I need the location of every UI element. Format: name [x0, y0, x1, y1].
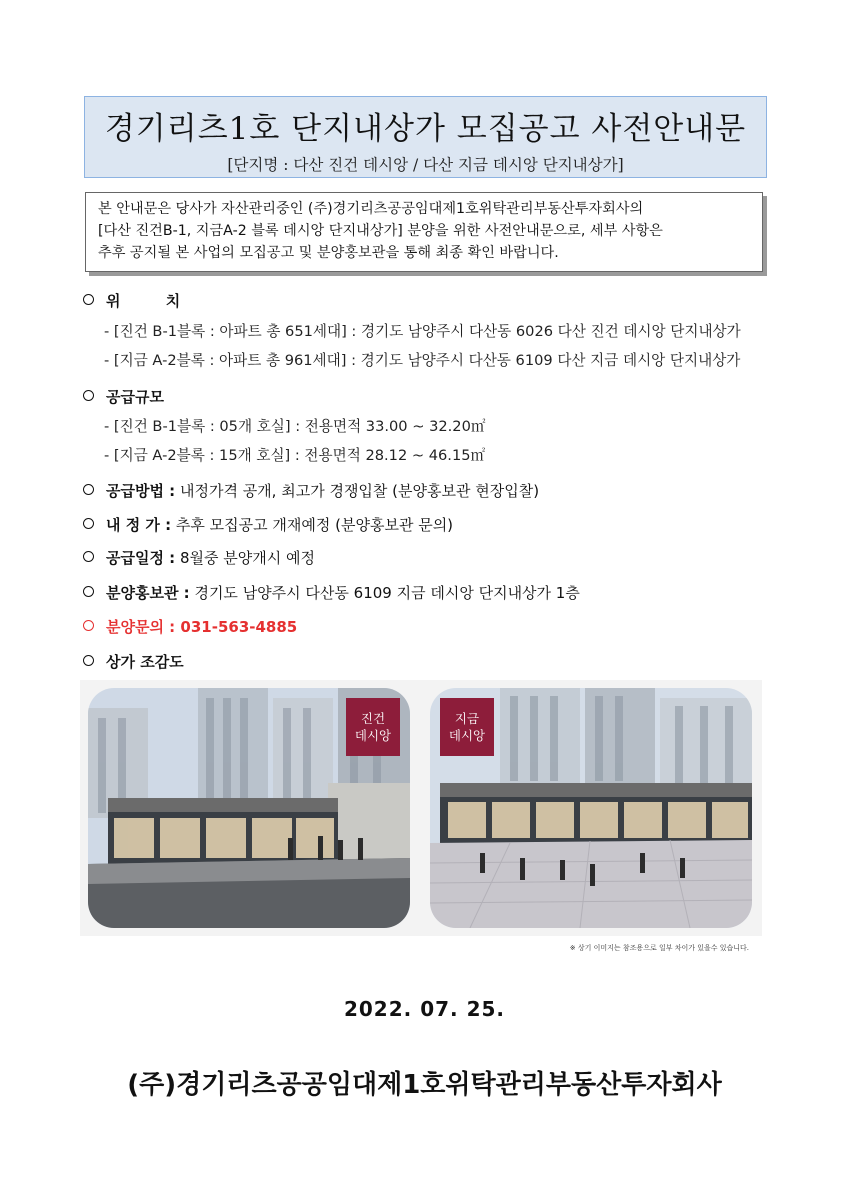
- circle-bullet-icon: [83, 484, 94, 495]
- location-item: - [진건 B-1블록 : 아파트 총 651세대] : 경기도 남양주시 다산동 6026 다산 진건 데시앙 단지내상가: [104, 323, 741, 340]
- scale-item: - [진건 B-1블록 : 05개 호실] : 전용면적 33.00 ~ 32.20㎡: [104, 418, 486, 435]
- circle-bullet-icon: [83, 390, 94, 401]
- section-schedule: [83, 547, 315, 568]
- jigeum-rendering-image: [430, 688, 752, 928]
- section-scale: [83, 386, 164, 407]
- badge-line: 데시앙: [448, 728, 486, 743]
- section-label: 내 정 가 :: [106, 516, 172, 534]
- notice-box: [85, 192, 763, 272]
- circle-bullet-icon: [83, 586, 94, 597]
- section-label: 공급일정 :: [106, 549, 176, 567]
- section-price: [83, 514, 453, 535]
- section-label: 공급규모: [106, 388, 164, 406]
- location-item: - [지금 A-2블록 : 아파트 총 961세대] : 경기도 남양주시 다산동 6109 다산 지금 데시앙 단지내상가: [104, 352, 741, 369]
- badge-line: 진건: [360, 711, 386, 726]
- circle-bullet-icon: [83, 518, 94, 529]
- jingeon-rendering-image: [88, 688, 410, 928]
- badge-line: 데시앙: [354, 728, 392, 743]
- section-location: [83, 290, 200, 311]
- document-date: 2022. 07. 25.: [343, 997, 506, 1021]
- section-label: 위 치: [106, 292, 201, 310]
- company-name: (주)경기리츠공공임대제1호위탁관리부동산투자회사: [127, 1070, 722, 1100]
- page-title: 경기리츠1호 단지내상가 모집공고 사전안내문: [104, 111, 747, 147]
- circle-bullet-icon: [83, 294, 94, 305]
- scale-item: - [지금 A-2블록 : 15개 호실] : 전용면적 28.12 ~ 46.15㎡: [104, 447, 486, 464]
- badge-line: 지금: [454, 711, 480, 726]
- circle-bullet-icon: [83, 620, 94, 631]
- notice-line-1: 본 안내문은 당사가 자산관리중인 (주)경기리츠공공임대제1호위탁관리부동산투자회사의: [98, 201, 644, 217]
- rendering-area: [80, 680, 762, 936]
- page-subtitle: [단지명 : 다산 진건 데시앙 / 다산 지금 데시앙 단지내상가]: [227, 156, 624, 174]
- section-method: [83, 480, 539, 501]
- section-showroom: [83, 582, 580, 603]
- circle-bullet-icon: [83, 655, 94, 666]
- section-perspective: [83, 651, 184, 672]
- section-value: 내정가격 공개, 최고가 경쟁입찰 (분양홍보관 현장입찰): [179, 482, 540, 500]
- notice-line-3: 추후 공지될 본 사업의 모집공고 및 분양홍보관을 통해 최종 확인 바랍니다.: [98, 245, 559, 261]
- section-value: 8월중 분양개시 예정: [179, 549, 315, 567]
- notice-line-2: [다산 진건B-1, 지금A-2 블록 데시앙 단지내상가] 분양을 위한 사전안내문으로, 세부 사항은: [98, 223, 663, 239]
- section-label: 분양홍보관 :: [106, 584, 190, 602]
- circle-bullet-icon: [83, 551, 94, 562]
- inquiry-phone: 분양문의 : 031-563-4885: [106, 618, 298, 636]
- jigeum-badge: [440, 698, 494, 756]
- section-value: 경기도 남양주시 다산동 6109 지금 데시앙 단지내상가 1층: [194, 584, 580, 602]
- section-label: 공급방법 :: [106, 482, 176, 500]
- title-box: [84, 96, 767, 178]
- image-caption: ※ 상기 이미지는 참조용으로 일부 차이가 있을수 있습니다.: [569, 944, 749, 952]
- section-inquiry: [83, 616, 297, 637]
- section-label: 상가 조감도: [106, 653, 184, 671]
- section-value: 추후 모집공고 개재예정 (분양홍보관 문의): [175, 516, 454, 534]
- jingeon-badge: [346, 698, 400, 756]
